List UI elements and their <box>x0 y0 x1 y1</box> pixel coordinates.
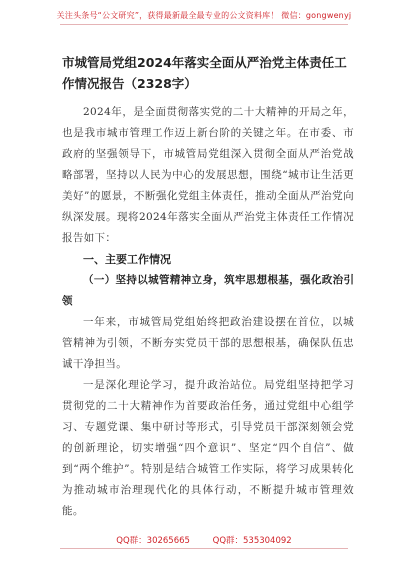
header-divider <box>60 24 348 25</box>
intro-paragraph: 2024年，是全面贯彻落实党的二十大精神的开局之年，也是我市城市管理工作迈上新台阶的关键之年。在市委、市政府的坚强领导下，市城管局党组深入贯彻全面从严治党战略部署，坚持以人民为中心的发展思想，围绕“城市让生活更美好”的愿景，不断强化党组主体责任，推动全面从严治党向纵深发展。现将2024年落实全面从严治党主体责任工作情况报告如下： <box>62 106 354 244</box>
footer-bar <box>0 534 408 546</box>
subsection-heading: （一）坚持以城管精神立身，筑牢思想根基，强化政治引领 <box>62 274 354 307</box>
footer-qq-group-1: QQ群：30265665 <box>116 536 190 546</box>
body-paragraph-1: 一年来，市城管局党组始终把政治建设摆在首位，以城管精神为引领，不断夯实党员干部的思想根基，确保队伍忠诚干净担当。 <box>62 316 354 370</box>
footer-divider <box>60 548 348 549</box>
document-body <box>62 52 354 522</box>
footer-qq-group-2: QQ群：535304092 <box>212 536 292 546</box>
document-title: 市城管局党组2024年落实全面从严治党主体责任工作情况报告（2328字） <box>62 55 347 91</box>
body-paragraph-2: 一是深化理论学习，提升政治站位。局党组坚持把学习贯彻党的二十大精神作为首要政治任务，通过党组中心组学习、专题党课、集中研讨等形式，引导党员干部深刻领会党的创新理论，切实增强“四个意识”、坚定“四个自信”、做到“两个维护”。特别是结合城管工作实际，将学习成果转化为推动城市治理现代化的具体行动，不断提升城市管理效能。 <box>62 379 354 517</box>
section-heading: 一、主要工作情况 <box>83 253 171 266</box>
header-banner: 关注头条号“公文研究”，获得最新最全最专业的公文资料库！ 微信：gongwenyj <box>56 11 352 20</box>
